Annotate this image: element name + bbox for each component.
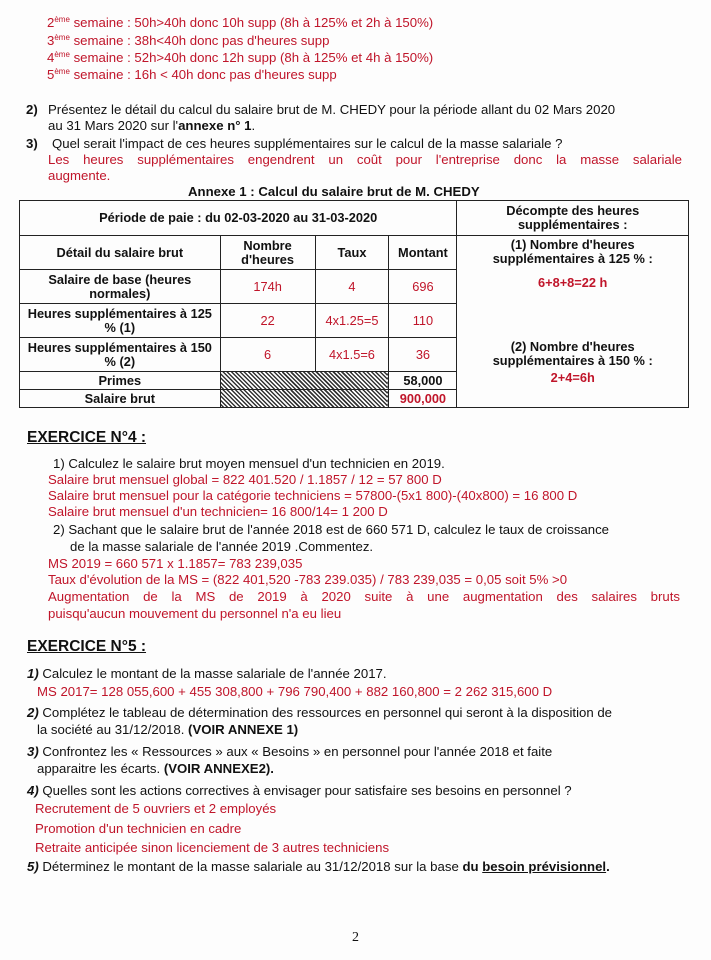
decompte-title: Décompte des heures supplémentaires : — [457, 201, 689, 236]
ex4-a2-line2: Taux d'évolution de la MS = (822 401,520 -783 239.035) / 783 239,035 = 0,05 soit 5% >0 — [48, 572, 568, 587]
ex4-a2-line4: puisqu'aucun mouvement du personnel n'a eu lieu — [48, 606, 342, 621]
header-montant: Montant — [389, 236, 457, 270]
ex4-a1-line1: Salaire brut mensuel global = 822 401.520 / 1.1857 / 12 = 57 800 D — [48, 472, 442, 487]
q3-text: Quel serait l'impact de ces heures supplémentaires sur le calcul de la masse salariale ? — [52, 136, 563, 151]
ex4-a1-line2: Salaire brut mensuel pour la catégorie techniciens = 57800-(5x1 800)-(40x800) = 16 800 D — [48, 488, 578, 503]
ex5-a1: MS 2017= 128 055,600 + 455 308,800 + 796 790,400 + 882 160,800 = 2 262 315,600 D — [37, 684, 553, 699]
page-number: 2 — [352, 930, 359, 945]
row-hs150-montant: 36 — [389, 338, 457, 372]
decompte-150 — [457, 338, 689, 408]
row-base-label: Salaire de base (heures normales) — [20, 270, 221, 304]
q2-line1: Présentez le détail du calcul du salaire brut de M. CHEDY pour la période allant du 02 Mars 2020 — [48, 102, 616, 117]
row-hs125-montant: 110 — [389, 304, 457, 338]
ex4-a1-line3: Salaire brut mensuel d'un technicien= 16 800/14= 1 200 D — [48, 504, 388, 519]
week-line-4: 4ème semaine : 52h>40h donc 12h supp (8h à 125% et 4h à 150%) — [47, 50, 434, 65]
brut-hatch — [220, 390, 389, 408]
row-hs125-nombre: 22 — [220, 304, 315, 338]
decompte-150-value: 2+4=6h — [550, 369, 595, 385]
primes-montant: 58,000 — [389, 372, 457, 390]
primes-hatch — [220, 372, 389, 390]
row-hs125-label: Heures supplémentaires à 125 % (1) — [20, 304, 221, 338]
q3-answer-line2: augmente. — [48, 168, 111, 183]
week-line-2: 2ème semaine : 50h>40h donc 10h supp (8h à 125% et 2h à 150%) — [47, 15, 434, 30]
annexe-title: Annexe 1 : Calcul du salaire brut de M. CHEDY — [188, 184, 480, 199]
header-nombre: Nombre d'heures — [220, 236, 315, 270]
row-base-montant: 696 — [389, 270, 457, 304]
ex5-q4: 4) Quelles sont les actions correctives à envisager pour satisfaire ses besoins en personnel ? — [27, 783, 572, 798]
ex5-q2-line1: 2) Complétez le tableau de détermination des ressources en personnel qui seront à la disposition de — [27, 705, 613, 720]
ex5-q1: 1) Calculez le montant de la masse salariale de l'année 2017. — [27, 666, 387, 681]
periode-cell: Période de paie : du 02-03-2020 au 31-03-2020 — [20, 201, 457, 236]
week-line-5: 5ème semaine : 16h < 40h donc pas d'heures supp — [47, 67, 337, 82]
ex5-q2-line2: la société au 31/12/2018. (VOIR ANNEXE 1) — [37, 722, 299, 737]
ex4-a2-line3: Augmentation de la MS de 2019 à 2020 suite à une augmentation des salaires bruts — [48, 589, 680, 604]
q3-number: 3) — [26, 136, 38, 151]
primes-label: Primes — [20, 372, 221, 390]
ex4-title: EXERCICE N°4 : — [27, 429, 147, 446]
salary-table — [19, 200, 689, 408]
decompte-spacer — [457, 304, 689, 338]
row-hs150-label: Heures supplémentaires à 150 % (2) — [20, 338, 221, 372]
decompte-125-value: 6+8+8=22 h — [457, 270, 689, 304]
header-detail: Détail du salaire brut — [20, 236, 221, 270]
ex5-a4-line1: Recrutement de 5 ouvriers et 2 employés — [35, 801, 277, 816]
brut-montant: 900,000 — [389, 390, 457, 408]
brut-label: Salaire brut — [20, 390, 221, 408]
header-taux: Taux — [315, 236, 389, 270]
row-hs150-nombre: 6 — [220, 338, 315, 372]
q3-answer-line1: Les heures supplémentaires engendrent un coût pour l'entreprise donc la masse salariale — [48, 152, 682, 167]
row-base-taux: 4 — [315, 270, 389, 304]
ex5-title: EXERCICE N°5 : — [27, 638, 147, 655]
ex4-q2-line2: de la masse salariale de l'année 2019 .Commentez. — [70, 539, 374, 554]
ex4-q2-line1: 2) Sachant que le salaire brut de l'année 2018 est de 660 571 D, calculez le taux de croissance — [53, 522, 610, 537]
row-hs125-taux: 4x1.25=5 — [315, 304, 389, 338]
q2-number: 2) — [26, 102, 38, 117]
ex4-q1: 1) Calculez le salaire brut moyen mensuel d'un technicien en 2019. — [53, 456, 445, 471]
ex5-q3-line2: apparaitre les écarts. (VOIR ANNEXE2). — [37, 761, 274, 776]
row-hs150-taux: 4x1.5=6 — [315, 338, 389, 372]
ex5-q3-line1: 3) Confrontez les « Ressources » aux « Besoins » en personnel pour l'année 2018 et faite — [27, 744, 553, 759]
ex5-a4-line2: Promotion d'un technicien en cadre — [35, 821, 242, 836]
decompte-125-title: (1) Nombre d'heures supplémentaires à 125 % : — [457, 236, 689, 270]
week-line-3: 3ème semaine : 38h<40h donc pas d'heures supp — [47, 33, 330, 48]
ex5-a4-line3: Retraite anticipée sinon licenciement de 3 autres techniciens — [35, 840, 390, 855]
ex5-q5: 5) Déterminez le montant de la masse salariale au 31/12/2018 sur la base du besoin prévisionnel. — [27, 859, 610, 874]
decompte-150-title: (2) Nombre d'heures supplémentaires à 150 % : — [492, 338, 653, 368]
q2-line2: au 31 Mars 2020 sur l'annexe n° 1. — [48, 118, 256, 133]
ex4-a2-line1: MS 2019 = 660 571 x 1.1857= 783 239,035 — [48, 556, 303, 571]
row-base-nombre: 174h — [220, 270, 315, 304]
